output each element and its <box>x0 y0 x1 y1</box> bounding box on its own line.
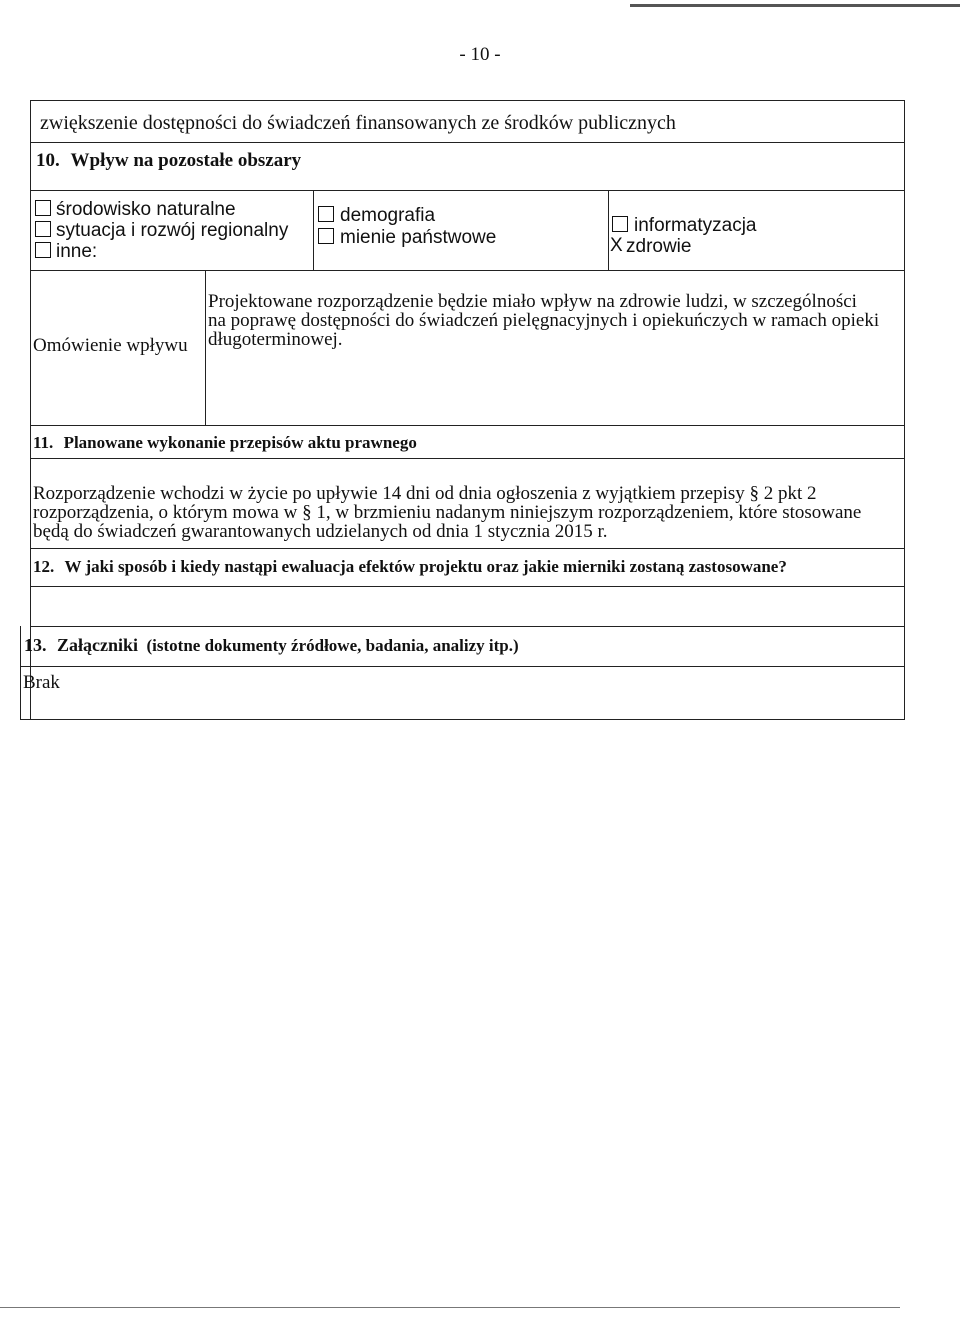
row-divider <box>30 425 905 426</box>
row-divider <box>30 270 905 271</box>
column-divider <box>313 190 314 270</box>
row-divider <box>30 100 905 101</box>
section11-line: rozporządzenia, o którym mowa w § 1, w brzmieniu nadanym niniejszym rozporządzeniem, które stosowane <box>33 502 862 523</box>
section10-title: Wpływ na pozostałe obszary <box>70 150 302 171</box>
section13-title-bold: Załączniki <box>57 635 139 655</box>
section13-number: 13. <box>24 635 47 655</box>
option-label: inne: <box>56 241 98 262</box>
checkbox[interactable] <box>318 228 334 244</box>
checkbox[interactable] <box>35 242 51 258</box>
column-divider <box>608 190 609 270</box>
option-label: zdrowie <box>626 236 692 257</box>
section10-heading <box>36 150 301 172</box>
section13-title-rest: (istotne dokumenty źródłowe, badania, analizy itp.) <box>146 636 519 655</box>
row-divider <box>30 626 905 627</box>
impact-text <box>208 292 879 349</box>
section11-number: 11. <box>33 433 54 452</box>
section10-number: 10. <box>36 150 60 171</box>
option-label: mienie państwowe <box>340 227 497 248</box>
section13-content: Brak <box>23 672 60 693</box>
section12-number: 12. <box>33 557 55 576</box>
footer-rule <box>0 1307 900 1308</box>
option-label: demografia <box>340 205 436 226</box>
option-label: sytuacja i rozwój regionalny <box>56 220 289 241</box>
checkbox[interactable] <box>612 216 628 232</box>
impact-line: na poprawę dostępności do świadczeń pielęgnacyjnych i opiekuńczych w ramach opieki <box>208 310 880 331</box>
section12-heading <box>33 556 787 578</box>
checked-x-mark[interactable]: X <box>610 235 623 256</box>
row-divider <box>30 586 905 587</box>
row-divider <box>30 142 905 143</box>
option-label: środowisko naturalne <box>56 199 236 220</box>
section11-line: będą do świadczeń gwarantowanych udzielanych od dnia 1 stycznia 2015 r. <box>33 521 608 542</box>
section9-text: zwiększenie dostępności do świadczeń finansowanych ze środków publicznych <box>40 112 676 134</box>
impact-line: długoterminowej. <box>208 329 343 350</box>
section11-heading <box>33 432 417 454</box>
checkbox[interactable] <box>35 200 51 216</box>
section11-line: Rozporządzenie wchodzi w życie po upływie 14 dni od dnia ogłoszenia z wyjątkiem przepisy § 2 pkt 2 <box>33 483 817 504</box>
column-divider <box>205 270 206 425</box>
row-divider <box>30 548 905 549</box>
row-divider <box>30 190 905 191</box>
section11-text <box>33 484 861 541</box>
section12-title: W jaki sposób i kiedy nastąpi ewaluacja efektów projektu oraz jakie mierniki zostaną zastosowane? <box>64 557 787 576</box>
checkbox[interactable] <box>318 206 334 222</box>
section11-title: Planowane wykonanie przepisów aktu prawnego <box>63 433 417 452</box>
scan-edge-rule <box>630 4 960 7</box>
row-divider <box>20 666 905 667</box>
checkbox[interactable] <box>35 221 51 237</box>
page-number: - 10 - <box>459 44 501 65</box>
row-divider <box>30 458 905 459</box>
impact-line: Projektowane rozporządzenie będzie miało wpływ na zdrowie ludzi, w szczególności <box>208 291 857 312</box>
impact-label: Omówienie wpływu <box>33 335 188 356</box>
section13-heading <box>24 634 519 657</box>
option-label: informatyzacja <box>634 215 757 236</box>
table-border-left <box>20 626 21 720</box>
table-border-bottom <box>20 719 905 720</box>
